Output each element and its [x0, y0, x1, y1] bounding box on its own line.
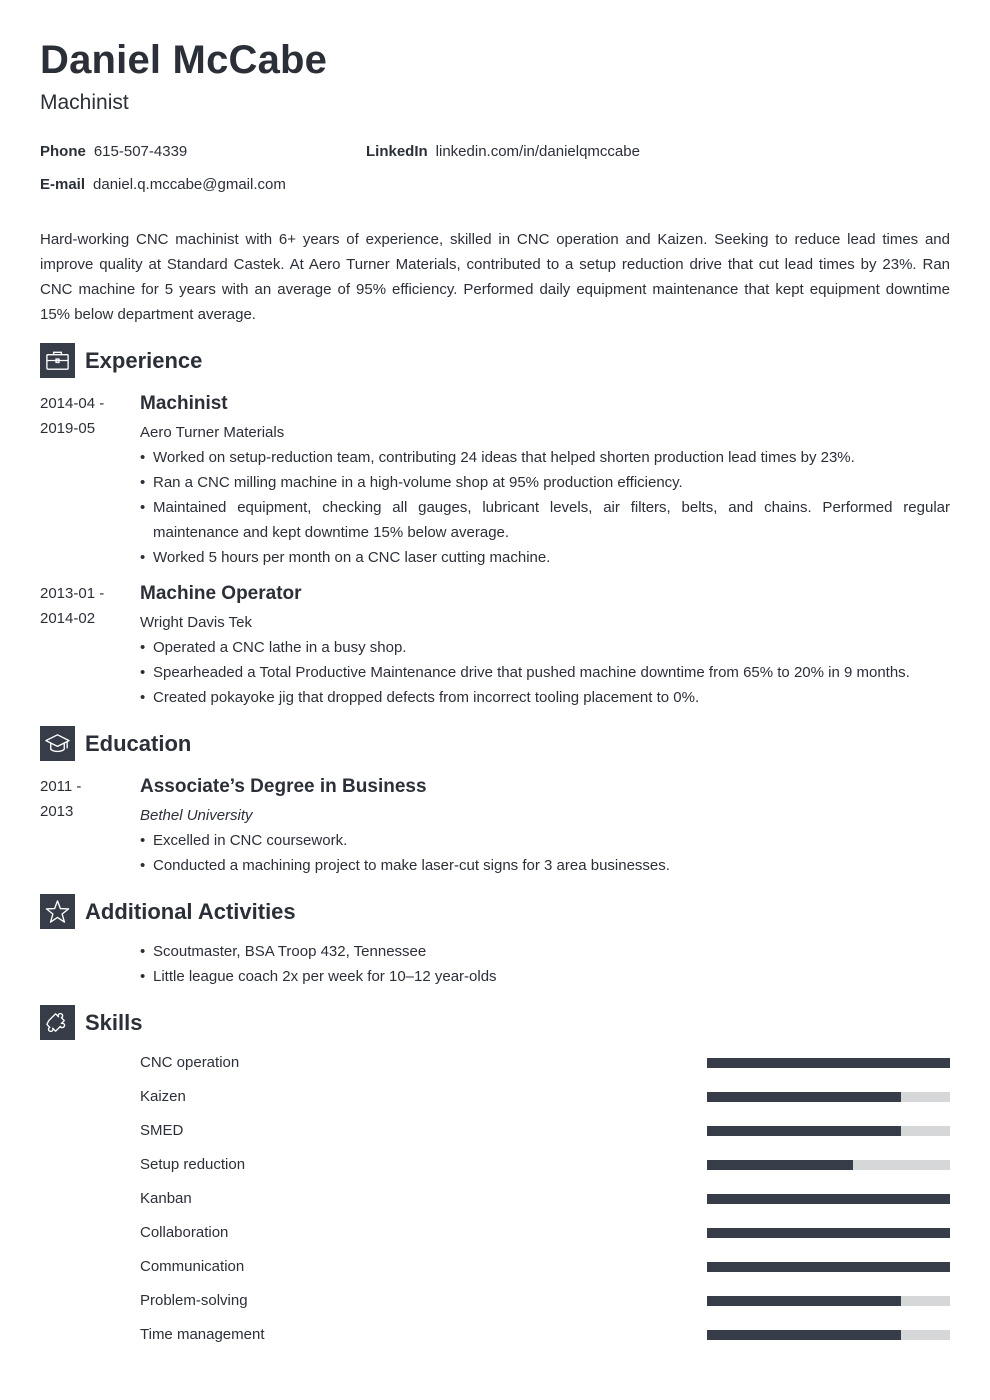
- list-item: • Spearheaded a Total Productive Maintenance drive that pushed machine downtime from 65% to 20% in 9 months.: [140, 660, 950, 685]
- entry-body: [140, 581, 950, 710]
- date-start: 2014-04 -: [40, 395, 105, 412]
- skill-name: Collaboration: [140, 1224, 229, 1241]
- skill-level-bar: [707, 1262, 950, 1272]
- job-title: Machinist: [140, 393, 228, 414]
- candidate-role: Machinist: [40, 91, 129, 114]
- skill-level-fill: [707, 1126, 901, 1136]
- entry-date: [40, 581, 130, 631]
- skill-name: Problem-solving: [140, 1292, 248, 1309]
- skill-name: Time management: [140, 1326, 265, 1343]
- contact-linkedin: [366, 143, 640, 160]
- degree-title: Associate’s Degree in Business: [140, 776, 427, 797]
- list-item: • Operated a CNC lathe in a busy shop.: [140, 635, 950, 660]
- list-item: • Little league coach 2x per week for 10–12 year-olds: [140, 964, 950, 989]
- skill-row: [140, 1322, 950, 1356]
- list-item: • Scoutmaster, BSA Troop 432, Tennessee: [140, 939, 950, 964]
- skill-row: [140, 1254, 950, 1288]
- date-start: 2011 -: [40, 778, 82, 795]
- activities-bullets: [140, 939, 950, 989]
- contact-phone: [40, 143, 187, 160]
- skill-name: CNC operation: [140, 1054, 240, 1071]
- skill-level-fill: [707, 1296, 901, 1306]
- skill-name: SMED: [140, 1122, 184, 1139]
- company-name: Aero Turner Materials: [140, 424, 285, 441]
- skills-list: [140, 1050, 950, 1356]
- skill-row: [140, 1084, 950, 1118]
- date-start: 2013-01 -: [40, 585, 105, 602]
- email-label: E-mail: [40, 176, 86, 193]
- skill-name: Setup reduction: [140, 1156, 246, 1173]
- entry-body: [140, 774, 950, 878]
- candidate-name: Daniel McCabe: [40, 38, 328, 82]
- school-name: Bethel University: [140, 807, 253, 824]
- activities-title: Additional Activities: [85, 898, 296, 924]
- education-title: Education: [85, 730, 192, 756]
- skill-level-bar: [707, 1126, 950, 1136]
- skill-name: Communication: [140, 1258, 245, 1275]
- skill-level-fill: [707, 1228, 950, 1238]
- list-item: • Worked on setup-reduction team, contributing 24 ideas that helped shorten production lead times by 23%.: [140, 445, 950, 470]
- skills-section-header: [40, 1005, 142, 1040]
- experience-title: Experience: [85, 347, 203, 373]
- education-section-header: [40, 726, 191, 761]
- linkedin-label: LinkedIn: [366, 143, 428, 160]
- list-item: • Conducted a machining project to make laser-cut signs for 3 area businesses.: [140, 853, 950, 878]
- contact-email: [40, 176, 286, 193]
- puzzle-icon: [40, 1005, 75, 1040]
- skill-level-fill: [707, 1262, 950, 1272]
- briefcase-icon: [40, 343, 75, 378]
- graduation-cap-icon: [40, 726, 75, 761]
- skill-row: [140, 1288, 950, 1322]
- profile-summary: Hard-working CNC machinist with 6+ years of experience, skilled in CNC operation and Kaizen. Seeking to reduce lead times and improve quality at Standard Castek. At Aero Turner Materials, contributed to a setup reduction drive that cut lead times by 23%. Ran CNC machine for 5 years with an average of 95% efficiency. Performed daily equipment maintenance that kept equipment downtime 15% below department average.: [40, 231, 950, 323]
- activities-section-header: [40, 894, 296, 929]
- skill-level-bar: [707, 1330, 950, 1340]
- job-bullets: [140, 635, 950, 710]
- skill-row: [140, 1118, 950, 1152]
- education-bullets: [140, 828, 950, 878]
- linkedin-value[interactable]: linkedin.com/in/danielqmccabe: [435, 143, 640, 160]
- company-name: Wright Davis Tek: [140, 614, 252, 631]
- skill-level-bar: [707, 1228, 950, 1238]
- skill-level-bar: [707, 1058, 950, 1068]
- skill-level-fill: [707, 1058, 950, 1068]
- phone-label: Phone: [40, 143, 86, 160]
- list-item: • Maintained equipment, checking all gauges, lubricant levels, air filters, belts, and chains. Performed regular maintenance and kept downtime 15% below average.: [140, 495, 950, 545]
- email-value[interactable]: daniel.q.mccabe@gmail.com: [93, 176, 286, 193]
- skill-level-fill: [707, 1330, 901, 1340]
- skill-level-bar: [707, 1296, 950, 1306]
- list-item: • Ran a CNC milling machine in a high-volume shop at 95% production efficiency.: [140, 470, 950, 495]
- entry-body: [140, 391, 950, 570]
- skill-level-fill: [707, 1194, 950, 1204]
- phone-value: 615-507-4339: [93, 143, 188, 160]
- star-icon: [40, 894, 75, 929]
- skill-level-bar: [707, 1092, 950, 1102]
- entry-date: [40, 391, 130, 441]
- entry-body: [140, 939, 950, 989]
- list-item: • Excelled in CNC coursework.: [140, 828, 950, 853]
- skill-name: Kanban: [140, 1190, 192, 1207]
- date-end: 2019-05: [40, 420, 96, 437]
- job-bullets: [140, 445, 950, 570]
- skill-level-bar: [707, 1160, 950, 1170]
- entry-date: [40, 774, 130, 824]
- skill-row: [140, 1186, 950, 1220]
- skill-row: [140, 1220, 950, 1254]
- date-end: 2014-02: [40, 610, 96, 627]
- skill-level-bar: [707, 1194, 950, 1204]
- skill-row: [140, 1050, 950, 1084]
- date-end: 2013: [40, 803, 74, 820]
- skill-name: Kaizen: [140, 1088, 186, 1105]
- skill-row: [140, 1152, 950, 1186]
- list-item: • Created pokayoke jig that dropped defects from incorrect tooling placement to 0%.: [140, 685, 950, 710]
- job-title: Machine Operator: [140, 583, 302, 604]
- skill-level-fill: [707, 1160, 853, 1170]
- list-item: • Worked 5 hours per month on a CNC laser cutting machine.: [140, 545, 950, 570]
- skills-title: Skills: [85, 1009, 143, 1035]
- experience-section-header: [40, 343, 202, 378]
- skill-level-fill: [707, 1092, 901, 1102]
